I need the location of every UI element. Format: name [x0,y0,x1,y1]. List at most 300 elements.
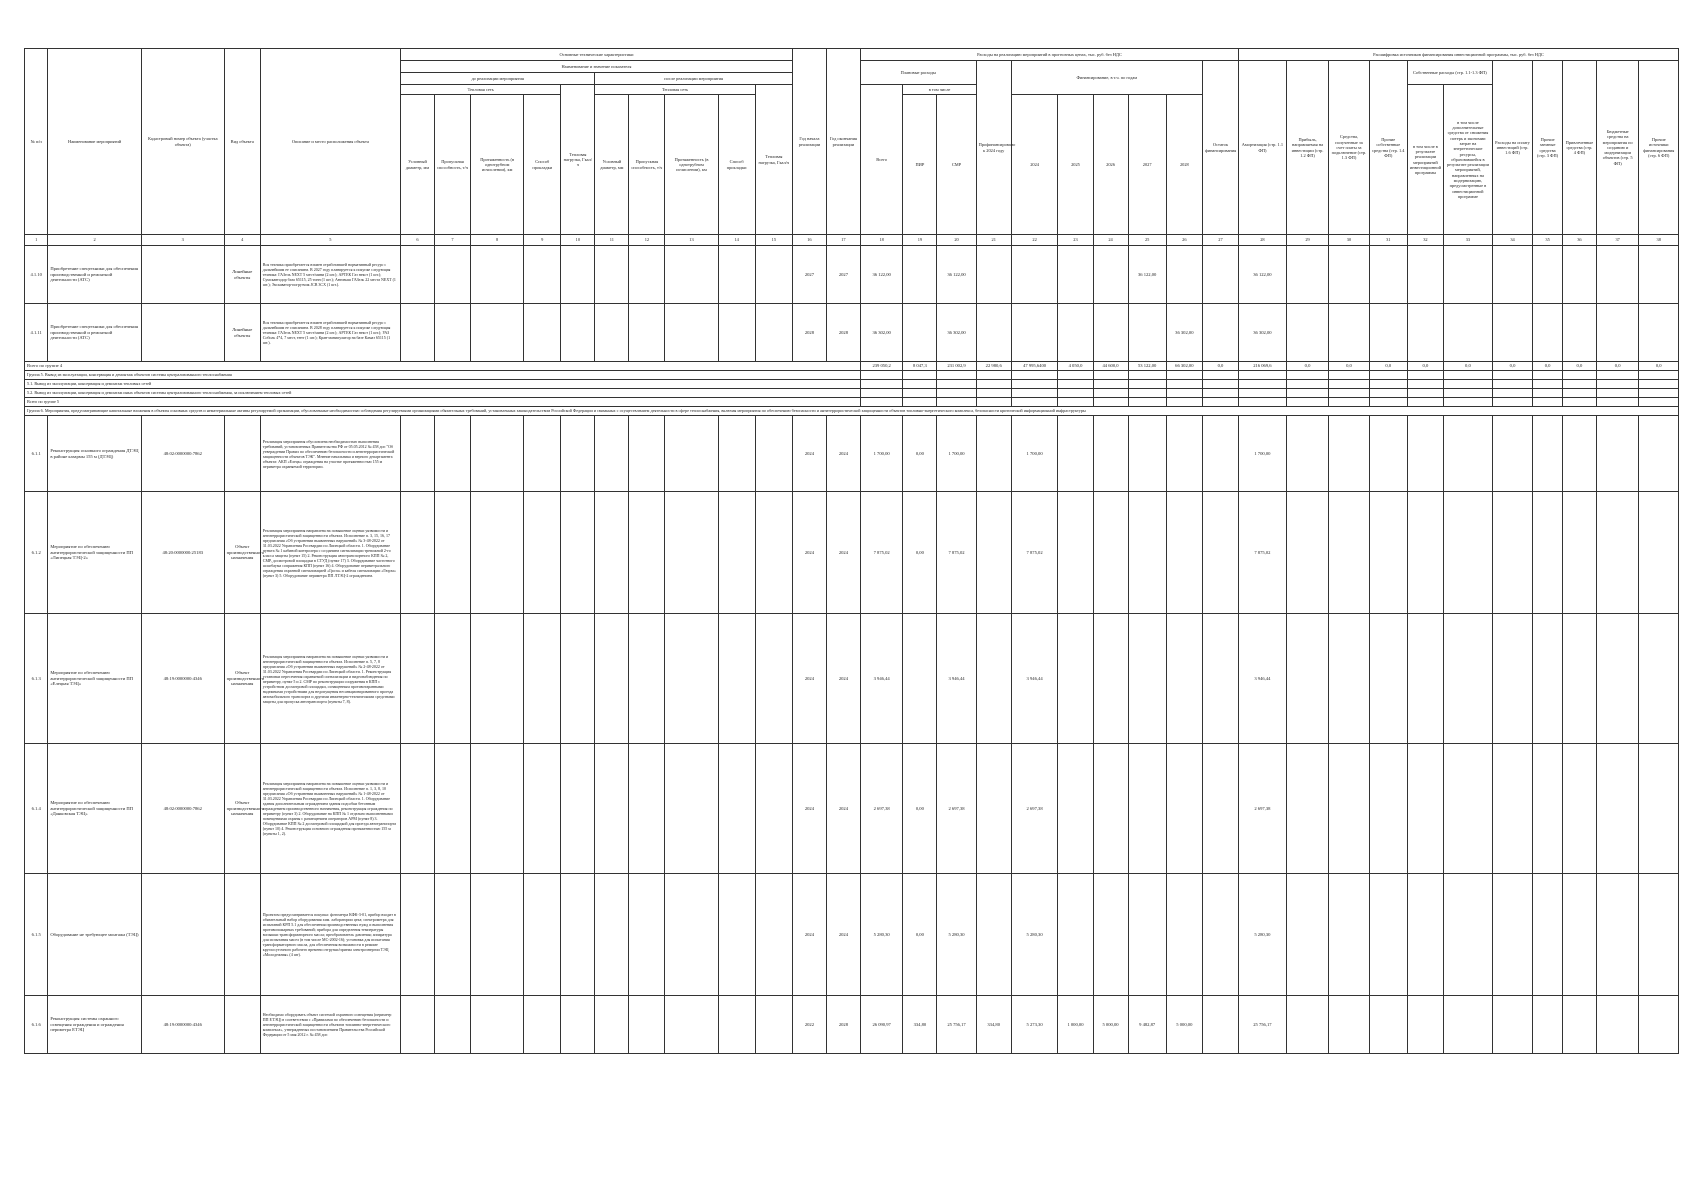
hdr-costs-group: Расходы на реализацию мероприятий в прогнозных ценах, тыс. руб. без НДС [860,49,1238,61]
row-source-cell [1329,416,1369,492]
row-end-year: 2024 [826,614,860,744]
hdr-after: после реализации мероприятия [595,73,793,85]
group-empty-cell [1443,380,1492,389]
hdr-amort: Амортизация (стр. 1.1 ФП) [1239,61,1287,235]
row-source-cell [1562,614,1596,744]
row-object-type [224,874,260,996]
row-amort: 25 756,17 [1239,996,1287,1054]
column-index-cell: 7 [434,235,470,246]
table-row [25,492,1679,614]
row-tech-cell [471,874,524,996]
table-row [25,246,1679,304]
group-empty-cell [1492,389,1532,398]
row-description: Реализация мероприятия направлена на повышение оценки уязвимости и антитеррористической защищенности объекта. Исполнение п. 1, 3, 8, 10 предписания «Об устранении выявленных нарушений» № 1-48-2022 от 31.03.2022 Управления Росгвардии по Липецкой области. 1. Оборудование здания дополнительным ограждением здания подсобки бетонным ограждением производственного назначения, реконструкция ограждения по периметру (пункт 3) 2. Оборудование на КПП № 1 отдельно выполненными помещениями охраны с размещением операторов АРМ (пункт 8) 3. Оборудование КПП № 2 досмотровой площадкой для проезда автотранспорта (пункт 10) 4. Реконструкция основного ограждения протяженностью 155 м (пункты 1, 2). [260,744,400,874]
row-y2024: 1 700,00 [1011,416,1058,492]
group-total-profit: 0,0 [1286,362,1328,371]
row-source-cell [1492,996,1532,1054]
row-source-cell [1286,744,1328,874]
hdr-source-group: Расшифровка источников финансирования инвестиционной программы, тыс. руб. без НДС [1239,49,1679,61]
group-empty-cell [1058,398,1093,407]
row-start-year: 2028 [792,304,826,362]
row-end-year: 2028 [826,304,860,362]
row-tech-cell [524,744,561,874]
investment-program-table-sheet [24,48,1679,1174]
row-smr: 5 280,30 [937,874,976,996]
row-y2028 [1166,492,1202,614]
row-tech-cell [400,246,434,304]
row-name: Приобретение спецтехники для обеспечения производственной и ремонтной деятельности (АТС) [48,304,141,362]
group-total-row [25,362,1679,371]
row-number: 6.1.5 [25,874,48,996]
column-index-cell: 4 [224,235,260,246]
row-source-cell [1562,744,1596,874]
group-empty-cell [1011,371,1058,380]
row-source-cell [1407,246,1443,304]
row-tech-cell [434,416,470,492]
row-source-cell [1562,492,1596,614]
row-source-cell [1369,304,1407,362]
hdr-y2026: 2026 [1093,95,1128,235]
row-source-cell [1443,492,1492,614]
row-y2027: 9 482,87 [1128,996,1166,1054]
group-total-other: 0,0 [1369,362,1407,371]
row-source-cell [1533,492,1563,614]
row-source-cell [1562,416,1596,492]
group-empty-cell [1202,371,1238,380]
row-y2028: 36 302,00 [1166,304,1202,362]
group-empty-cell [1369,398,1407,407]
group-empty-cell [1639,398,1679,407]
row-y2028 [1166,874,1202,996]
group-empty-cell [1011,389,1058,398]
row-tech-cell [561,874,595,996]
row-description: Реализация мероприятия направлена на повышение оценки уязвимости и антитеррористической защищенности объекта. Исполнение п. 3, 15, 16, 17 предписания «Об устранении выявленных нарушений» № 3-48-2022 от 31.03.2022 Управления Росгвардии по Липецкой области. 1. Оборудование пункта № 1 кабиной контролера с созданием сигнализации тревожной 2-го класса защиты (пункт 15) 2. Реконструкция автотранспортного КПП № 2, СМР, досмотровой площадки в СТУД (пункт 17) 3. Оборудование частотного шлагбаума сопряжения КПП (пункт 16) 4. Оборудование периметрального ограждения охранной сигнализацией «Гроза» и кабеля сигнализации «Гюрза» (пункт 3) 5. Оборудование периметра ПП ЛТЭЦ-2 ограждением. [260,492,400,614]
row-financed [976,874,1011,996]
row-total: 26 090,97 [860,996,902,1054]
hdr-way-before: Способ прокладки [524,95,561,235]
row-source-cell [1596,996,1638,1054]
column-index-cell: 31 [1369,235,1407,246]
row-tech-cell [665,614,718,744]
group-heading: 5.2. Вывод из эксплуатации, консервация и демонтаж иных объектов системы централизованного теплоснабжения, за исключением тепловых сетей [25,389,861,398]
row-financed [976,416,1011,492]
group-heading-row [25,398,1679,407]
row-tech-cell [755,304,792,362]
table-body [25,235,1679,1054]
row-tech-cell [718,416,755,492]
column-index-cell: 26 [1166,235,1202,246]
hdr-heat-load-after: Тепловая нагрузка, Гкал/ч [755,85,792,235]
row-amort: 36 302,00 [1239,304,1287,362]
row-end-year: 2024 [826,744,860,874]
row-tech-cell [595,996,629,1054]
row-tech-cell [755,614,792,744]
group-empty-cell [1533,371,1563,380]
row-tech-cell [434,744,470,874]
row-source-cell [1639,614,1679,744]
row-y2028 [1166,614,1202,744]
group-empty-cell [1093,380,1128,389]
group-total-y2027: 53 122,00 [1128,362,1166,371]
row-remainder [1202,614,1238,744]
row-tech-cell [629,744,665,874]
row-tech-cell [561,492,595,614]
row-description: Необходимо оборудовать объект системой охранного освещения (периметр ПП ЕТЭЦ) в соответствии с «Правилами по обеспечению безопасности и антитеррористической защищенности объектов топливно-энергетического комплекса», утвержденных постановлением Правительства Российской Федерации от 5 мая 2012 г. № 458 дсп [260,996,400,1054]
row-source-cell [1639,416,1679,492]
row-tech-cell [595,246,629,304]
row-source-cell [1639,744,1679,874]
hdr-planned: Плановые расходы [860,61,976,85]
row-total: 1 700,00 [860,416,902,492]
row-pir: 334,80 [903,996,937,1054]
row-source-cell [1369,744,1407,874]
row-tech-cell [524,416,561,492]
row-y2028 [1166,416,1202,492]
group-empty-cell [1093,371,1128,380]
group-empty-cell [1596,371,1638,380]
row-tech-cell [718,744,755,874]
hdr-length-before: Протяженность (в однотрубном исчислении), км [471,95,524,235]
group-empty-cell [1562,380,1596,389]
row-tech-cell [400,874,434,996]
group-total-c36: 0,0 [1562,362,1596,371]
group-heading: Группа 6. Мероприятия, предусматривающие капитальные вложения в объекты основных средств и нематериальные активы регулируемой организации, обусловленные необходимостью соблюдения регулируемыми организациями обязательных требований, установленных законодательством Российской Федерации и связанных с осуществлением деятельности в сфере теплоснабжения, включая мероприятия по обеспечению безопасности и антитеррористической защищенности объектов топливно-энергетического комплекса, безопасности критической информационной инфраструктуры [25,407,1679,416]
row-tech-cell [400,492,434,614]
hdr-other-borrowed: Прочие заемные средства (стр. 3 ФП) [1533,61,1563,235]
row-y2027 [1128,614,1166,744]
row-end-year: 2027 [826,246,860,304]
group-empty-cell [1058,380,1093,389]
column-index-cell: 15 [755,235,792,246]
row-y2027 [1128,744,1166,874]
hdr-other-sources: Прочие источники финансирования (стр. 6 ФП) [1639,61,1679,235]
column-index-cell: 25 [1128,235,1166,246]
row-y2026 [1093,304,1128,362]
row-description: Реализация мероприятия направлена на повышение оценки уязвимости и антитеррористической защищенности объекта. Исполнение п. 5, 7, 8 предписания «Об устранении выявленных нарушений» № 2-48-2022 от 31.03.2022 Управления Росгвардии по Липецкой области. 1. Реконструкция установки пересечения охраняемой сигнализации и видеонаблюдения по периметру, пункт 5 и 2. СМР по реконструкции сооружения в КПП с устройством досмотровой площадки, оснащенным противотаранными надежными устройствами для недопущения несанкционированного проезда автомобильного транспорта и другими инженерно-техническими средствами защиты для пропуска автотранспорта (пункты 7, 8). [260,614,400,744]
row-source-cell [1533,744,1563,874]
row-name: Реконструкция основного ограждения ДТЭЦ в районе казармы 155 м (ДТЭЦ) [48,416,141,492]
row-amort: 5 280,30 [1239,874,1287,996]
table-row [25,744,1679,874]
group-empty-cell [903,398,937,407]
group-empty-cell [903,389,937,398]
row-y2026 [1093,874,1128,996]
group-total-pir: 8 047,3 [903,362,937,371]
row-pir: 0,00 [903,744,937,874]
row-pir [903,246,937,304]
group-total-y2025: 4 050,0 [1058,362,1093,371]
group-total-remainder: 0,0 [1202,362,1238,371]
row-tech-cell [665,492,718,614]
row-description: Вся техника приобретается взамен отработавшей нормативный ресурс с дальнейшим ее списанием. В 2027 году планируется к покупке следующая техника: ГАЗель NEXT 5 мест/мини (2 шт.); АРТЕК Газ некст (1 шт.); Сумскавтодор база 65115, 25 тонн (1 шт.); Автовыш ГАЗель 22 места NEXT (1 шт.); Экскаватор-погрузчик JCB 3CX (1 шт.). [260,246,400,304]
row-source-cell [1369,492,1407,614]
row-tech-cell [595,744,629,874]
row-cadastral [141,304,224,362]
hdr-tech-group: Основные технические характеристики [400,49,792,61]
row-total: 5 280,30 [860,874,902,996]
row-tech-cell [400,744,434,874]
row-cadastral: 48:19:0000000:4346 [141,996,224,1054]
hdr-pir: ПИР [903,95,937,235]
group-empty-cell [1239,380,1287,389]
row-start-year: 2027 [792,246,826,304]
column-index-cell: 35 [1533,235,1563,246]
row-y2024: 5 280,30 [1011,874,1058,996]
column-index-cell: 20 [937,235,976,246]
row-name: Приобретение спецтехники для обеспечения производственной и ремонтной деятельности (АТС) [48,246,141,304]
hdr-own-funds: Собственные расходы (стр. 1.1-1.3 ФП) [1407,61,1492,85]
column-index-cell: 18 [860,235,902,246]
hdr-cond-diam-after: Условный диаметр, мм [595,95,629,235]
column-index-cell: 10 [561,235,595,246]
column-index-cell: 12 [629,235,665,246]
group-heading-row [25,389,1679,398]
row-source-cell [1443,614,1492,744]
column-index-cell: 33 [1443,235,1492,246]
group-empty-cell [1639,371,1679,380]
row-tech-cell [561,614,595,744]
row-source-cell [1443,744,1492,874]
row-source-cell [1407,416,1443,492]
row-financed [976,744,1011,874]
row-total: 3 946,44 [860,614,902,744]
group-empty-cell [1639,380,1679,389]
column-index-cell: 37 [1596,235,1638,246]
group-empty-cell [976,389,1011,398]
row-source-cell [1639,304,1679,362]
row-source-cell [1329,246,1369,304]
row-name: Реконструкция системы охранного освещения ограждения и ограждения периметра ЕТЭЦ [48,996,141,1054]
row-y2025 [1058,246,1093,304]
row-object-type: Линейные объекты [224,246,260,304]
column-index-cell: 36 [1562,235,1596,246]
column-index-cell: 29 [1286,235,1328,246]
row-tech-cell [471,492,524,614]
row-tech-cell [524,614,561,744]
row-end-year: 2028 [826,996,860,1054]
row-tech-cell [400,304,434,362]
row-source-cell [1596,492,1638,614]
row-source-cell [1492,744,1532,874]
row-amort: 2 697,38 [1239,744,1287,874]
group-empty-cell [1286,371,1328,380]
row-tech-cell [718,614,755,744]
row-number: 6.1.4 [25,744,48,874]
row-tech-cell [524,874,561,996]
row-number: 4.1.11 [25,304,48,362]
row-tech-cell [629,874,665,996]
row-tech-cell [434,874,470,996]
row-smr: 2 697,38 [937,744,976,874]
hdr-heat-net-after: Тепловая сеть [595,85,755,95]
row-smr: 7 875,02 [937,492,976,614]
group-empty-cell [1369,371,1407,380]
group-heading: 5.1. Вывод из эксплуатации, консервация и демонтаж тепловых сетей [25,380,861,389]
group-empty-cell [1407,398,1443,407]
row-tech-cell [524,492,561,614]
investment-program-table [24,48,1679,1054]
row-source-cell [1492,304,1532,362]
group-total-c37: 0,0 [1596,362,1638,371]
row-object-type [224,996,260,1054]
group-heading: Всего по группе 5 [25,398,861,407]
row-source-cell [1492,874,1532,996]
column-index-cell: 38 [1639,235,1679,246]
group-empty-cell [1562,371,1596,380]
group-empty-cell [1562,398,1596,407]
row-number: 4.1.10 [25,246,48,304]
hdr-budget-funds: Бюджетные средства на мероприятия по созданию и модернизации объектов (стр. 5 ФП) [1596,61,1638,235]
row-source-cell [1329,744,1369,874]
row-y2027 [1128,304,1166,362]
row-tech-cell [665,416,718,492]
group-empty-cell [1239,389,1287,398]
hdr-before: до реализации мероприятия [400,73,594,85]
row-source-cell [1369,614,1407,744]
row-source-cell [1286,996,1328,1054]
hdr-throughput-after: Пропускная способность, т/ч [629,95,665,235]
row-y2027 [1128,416,1166,492]
group-total-c38: 0,0 [1639,362,1679,371]
row-source-cell [1596,744,1638,874]
hdr-description: Описание и место расположения объекта [260,49,400,235]
group-empty-cell [1202,380,1238,389]
row-end-year: 2024 [826,492,860,614]
row-source-cell [1407,492,1443,614]
row-pir: 0,00 [903,492,937,614]
group-empty-cell [937,389,976,398]
group-empty-cell [1286,398,1328,407]
row-source-cell [1562,874,1596,996]
row-tech-cell [524,246,561,304]
column-index-cell: 24 [1093,235,1128,246]
row-tech-cell [755,996,792,1054]
row-source-cell [1533,874,1563,996]
row-source-cell [1286,492,1328,614]
hdr-financed: Профинансировано к 2024 году [976,61,1011,235]
row-amort: 1 700,00 [1239,416,1287,492]
row-tech-cell [595,416,629,492]
row-amort: 36 122,00 [1239,246,1287,304]
hdr-conn-fee: Средства, полученные за счет платы за подключение (стр. 1.3 ФП) [1329,61,1369,235]
row-smr: 1 700,00 [937,416,976,492]
row-pir: 0,00 [903,416,937,492]
row-y2024 [1011,304,1058,362]
group-empty-cell [860,398,902,407]
row-total: 7 875,02 [860,492,902,614]
row-cadastral [141,246,224,304]
row-tech-cell [665,874,718,996]
group-empty-cell [1058,371,1093,380]
hdr-own-col32: в том числе в результате реализации мероприятий инвестиционной программы [1407,85,1443,235]
column-index-cell: 11 [595,235,629,246]
row-y2024 [1011,246,1058,304]
row-remainder [1202,492,1238,614]
group-empty-cell [976,398,1011,407]
row-remainder [1202,874,1238,996]
row-number: 6.1.6 [25,996,48,1054]
row-object-type [224,416,260,492]
group-empty-cell [1329,398,1369,407]
group-heading-row [25,371,1679,380]
row-start-year: 2022 [792,996,826,1054]
column-index-cell: 6 [400,235,434,246]
row-tech-cell [595,614,629,744]
group-empty-cell [1128,398,1166,407]
group-empty-cell [1533,389,1563,398]
group-total-c33: 0,0 [1443,362,1492,371]
group-empty-cell [1128,371,1166,380]
row-financed [976,246,1011,304]
row-tech-cell [471,614,524,744]
group-total-c35: 0,0 [1533,362,1563,371]
row-tech-cell [471,996,524,1054]
hdr-heat-load-before: Тепловая нагрузка, Гкал/ч [561,85,595,235]
row-cadastral: 48:02:0000000:7862 [141,744,224,874]
row-tech-cell [434,492,470,614]
row-object-type: Объект производственного назначения [224,614,260,744]
row-y2026 [1093,492,1128,614]
group-empty-cell [937,398,976,407]
row-tech-cell [718,492,755,614]
group-total-c32: 0,0 [1407,362,1443,371]
hdr-other-own: Прочие собственные средства (стр. 1.4 ФП) [1369,61,1407,235]
column-index-cell: 30 [1329,235,1369,246]
row-source-cell [1596,614,1638,744]
row-y2026: 5 000,00 [1093,996,1128,1054]
row-source-cell [1407,304,1443,362]
row-start-year: 2024 [792,744,826,874]
row-source-cell [1492,492,1532,614]
hdr-indicator: Наименование и значение показателя [400,61,792,73]
hdr-y2024: 2024 [1011,95,1058,235]
row-tech-cell [718,304,755,362]
row-tech-cell [718,996,755,1054]
row-tech-cell [595,304,629,362]
row-name: Оборудование не требующее монтажа (ТЭЦ) [48,874,141,996]
row-y2028 [1166,744,1202,874]
row-tech-cell [755,492,792,614]
hdr-financing-years: Финансирование, в т.ч. по годам [1011,61,1202,95]
row-tech-cell [629,492,665,614]
column-index-cell: 2 [48,235,141,246]
row-source-cell [1286,416,1328,492]
row-tech-cell [665,996,718,1054]
row-y2024: 2 697,38 [1011,744,1058,874]
group-empty-cell [1128,389,1166,398]
row-source-cell [1562,246,1596,304]
group-total-label: Всего по группе 4 [25,362,861,371]
row-source-cell [1369,996,1407,1054]
row-financed: 334,80 [976,996,1011,1054]
row-remainder [1202,744,1238,874]
row-remainder [1202,246,1238,304]
row-start-year: 2024 [792,874,826,996]
column-index-cell: 23 [1058,235,1093,246]
group-empty-cell [1093,389,1128,398]
row-y2025 [1058,874,1093,996]
table-row [25,874,1679,996]
row-y2028: 5 000,00 [1166,996,1202,1054]
row-source-cell [1369,246,1407,304]
row-source-cell [1407,996,1443,1054]
row-smr: 25 756,17 [937,996,976,1054]
row-cadastral: 48:20:0000000:25183 [141,492,224,614]
row-tech-cell [561,996,595,1054]
row-tech-cell [629,614,665,744]
column-index-cell: 5 [260,235,400,246]
row-amort: 3 946,44 [1239,614,1287,744]
